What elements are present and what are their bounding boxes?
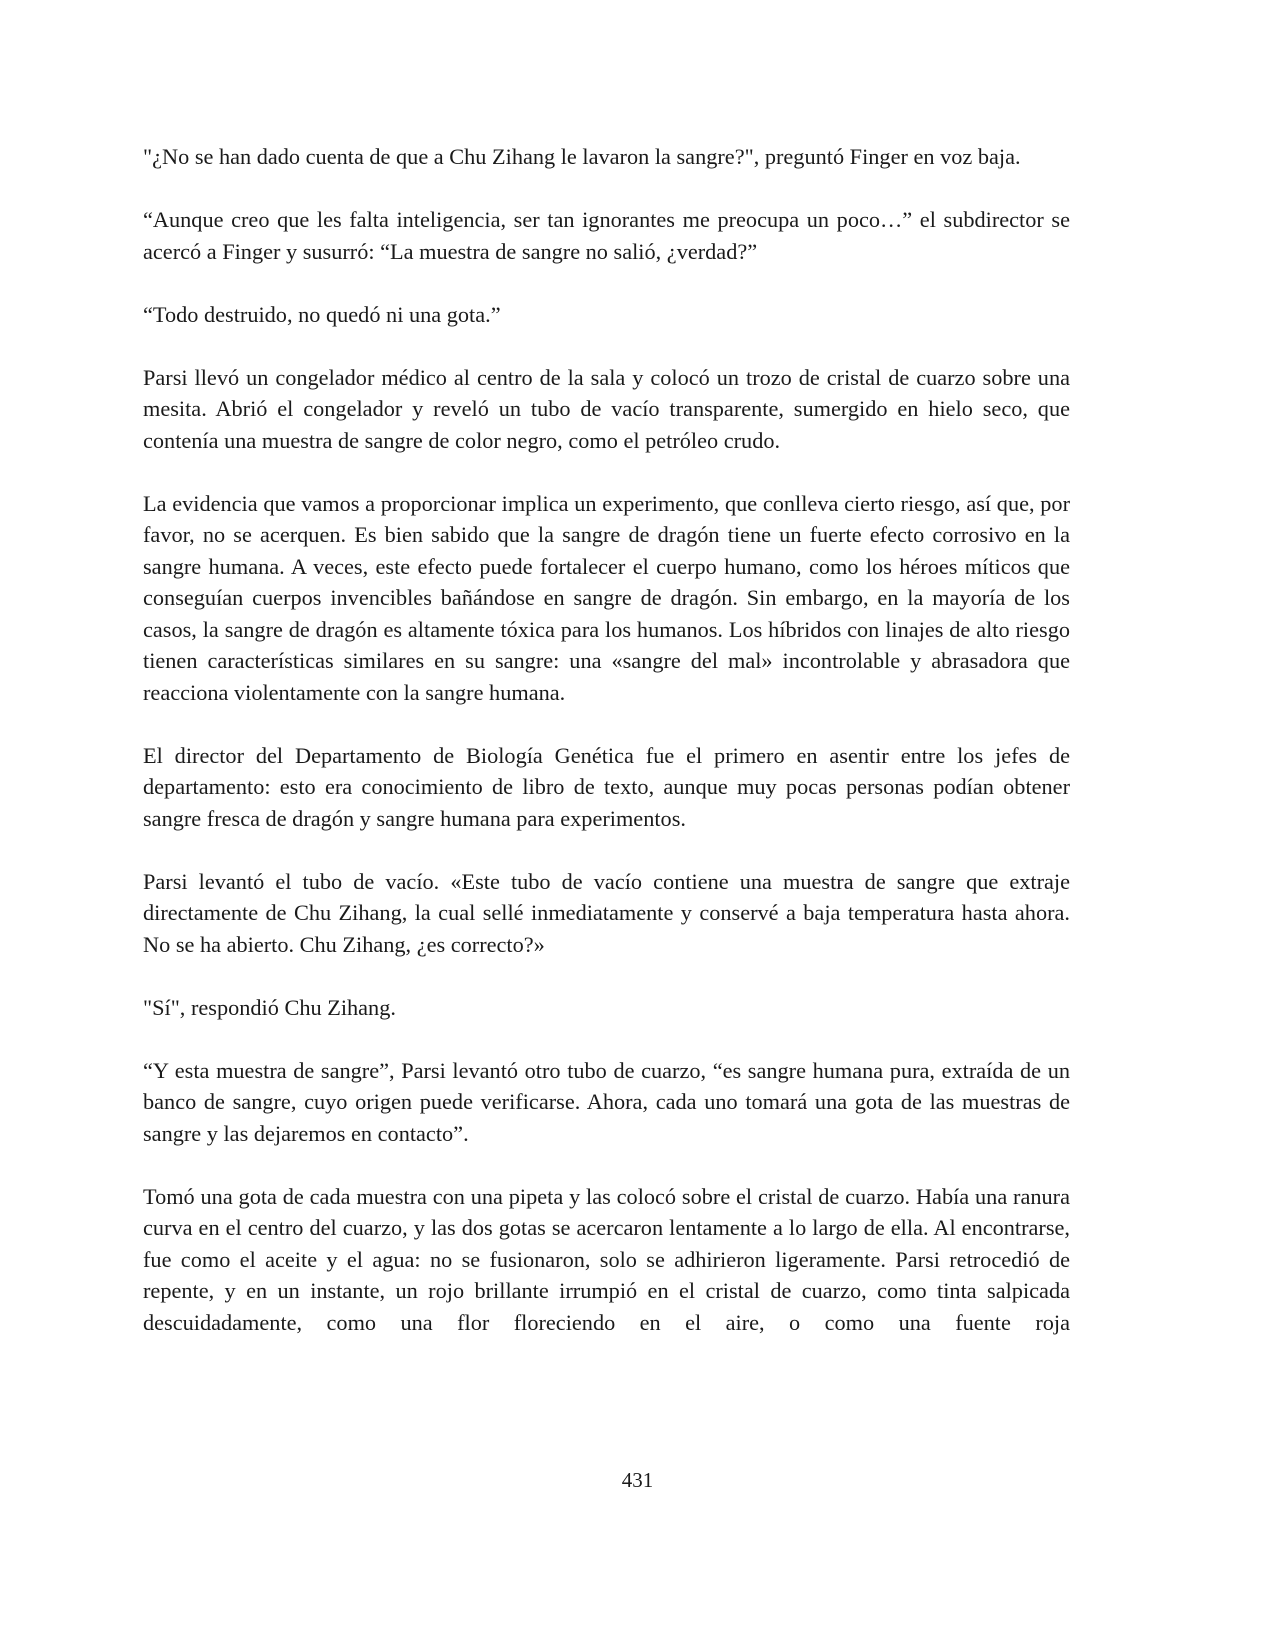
paragraph-2: “Aunque creo que les falta inteligencia, ser tan ignorantes me preocupa un poco…” el subdirector se acercó a Finger y susurró: “La muestra de sangre no salió, ¿verdad?” (143, 207, 1070, 264)
paragraph-7: Parsi levantó el tubo de vacío. «Este tubo de vacío contiene una muestra de sangre que extraje directamente de Chu Zihang, la cual sellé inmediatamente y conservé a baja temperatura hasta ahora. No se ha abierto. Chu Zihang, ¿es correcto?» (143, 868, 1070, 957)
paragraph-10: Tomó una gota de cada muestra con una pipeta y las colocó sobre el cristal de cuarzo. Había una ranura curva en el centro del cuarzo, y las dos gotas se acercaron lentamente a lo largo de ella. Al encontrarse, fue como el aceite y el agua: no se fusionaron, solo se adhirieron ligeramente. Parsi retrocedió de repente, y en un instante, un rojo brillante irrumpió en el cristal de cuarzo, como tinta salpicada descuidadamente, como una flor floreciendo en el aire, o como una fuente roja (143, 1183, 1070, 1335)
paragraph-5: La evidencia que vamos a proporcionar implica un experimento, que conlleva cierto riesgo, así que, por favor, no se acerquen. Es bien sabido que la sangre de dragón tiene un fuerte efecto corrosivo en la sangre humana. A veces, este efecto puede fortalecer el cuerpo humano, como los héroes míticos que conseguían cuerpos invencibles bañándose en sangre de dragón. Sin embargo, en la mayoría de los casos, la sangre de dragón es altamente tóxica para los humanos. Los híbridos con linajes de alto riesgo tienen características similares en su sangre: una «sangre del mal» incontrolable y abrasadora que reacciona violentamente con la sangre humana. (143, 490, 1070, 705)
page-number: 431 (621, 1468, 654, 1492)
paragraph-4: Parsi llevó un congelador médico al centro de la sala y colocó un trozo de cristal de cuarzo sobre una mesita. Abrió el congelador y reveló un tubo de vacío transparente, sumergido en hielo seco, que contenía una muestra de sangre de color negro, como el petróleo crudo. (143, 364, 1070, 453)
paragraph-6: El director del Departamento de Biología Genética fue el primero en asentir entre los jefes de departamento: esto era conocimiento de libro de texto, aunque muy pocas personas podían obtener sangre fresca de dragón y sangre humana para experimentos. (143, 742, 1070, 831)
paragraph-8: "Sí", respondió Chu Zihang. (143, 994, 396, 1020)
paragraph-3: “Todo destruido, no quedó ni una gota.” (143, 301, 501, 327)
paragraph-9: “Y esta muestra de sangre”, Parsi levantó otro tubo de cuarzo, “es sangre humana pura, extraída de un banco de sangre, cuyo origen puede verificarse. Ahora, cada uno tomará una gota de las muestras de sangre y las dejaremos en contacto”. (143, 1057, 1070, 1146)
paragraph-1: "¿No se han dado cuenta de que a Chu Zihang le lavaron la sangre?", preguntó Finger en voz baja. (143, 144, 1021, 169)
page-body (143, 141, 1070, 1338)
